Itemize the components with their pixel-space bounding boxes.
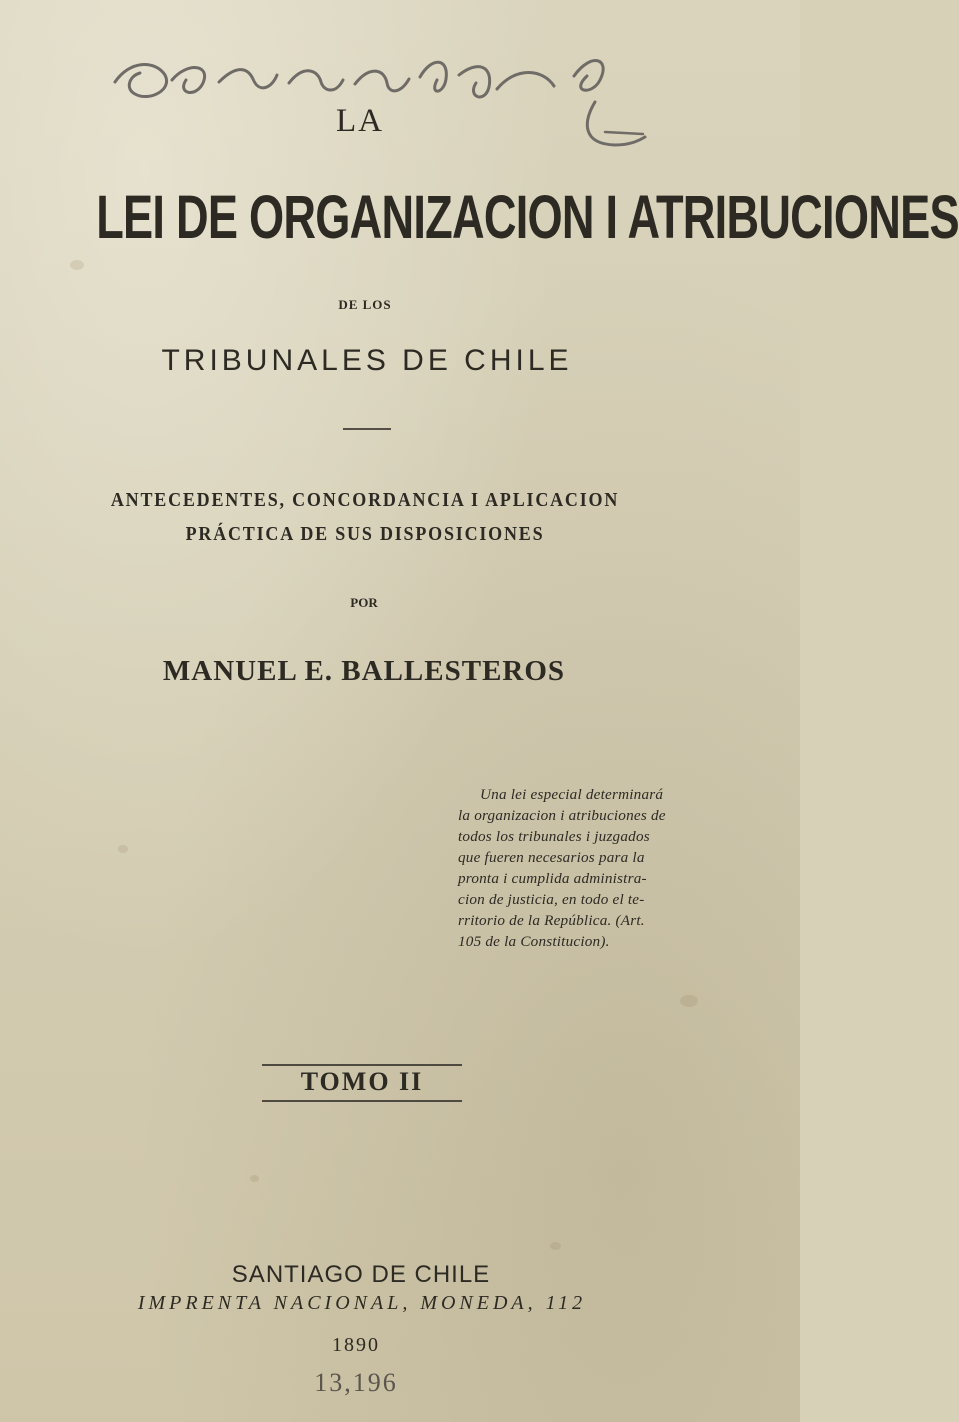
epigraph-line: todos los tribunales i juzgados	[458, 828, 650, 845]
publication-year: 1890	[332, 1334, 380, 1356]
title-divider	[343, 428, 391, 430]
volume-bottom-rule	[262, 1100, 462, 1102]
epigraph-line: cion de justicia, en todo el te-	[458, 891, 645, 908]
volume-top-rule	[262, 1064, 462, 1066]
institution-title: TRIBUNALES DE CHILE	[161, 344, 573, 377]
paper-stain	[70, 260, 84, 270]
epigraph-line: la organizacion i atribuciones de	[458, 807, 666, 824]
publication-city: SANTIAGO DE CHILE	[231, 1261, 491, 1288]
volume-label: TOMO II	[300, 1067, 424, 1096]
subtitle-line: PRÁCTICA DE SUS DISPOSICIONES	[185, 523, 545, 545]
main-title: LEI DE ORGANIZACION I ATRIBUCIONES	[96, 183, 959, 251]
paper-stain	[680, 995, 698, 1007]
epigraph-line: que fueren necesarios para la	[458, 849, 645, 866]
by-label: POR	[350, 595, 378, 610]
epigraph-line: 105 de la Constitucion).	[458, 933, 610, 950]
epigraph-line: rritorio de la República. (Art.	[458, 912, 645, 929]
handwritten-signature	[95, 32, 655, 162]
paper-stain	[118, 845, 128, 853]
epigraph-line: Una lei especial determinará	[480, 786, 664, 803]
author-name: MANUEL E. BALLESTEROS	[162, 655, 566, 687]
paper-stain	[550, 1242, 561, 1250]
title-prefix: LA	[336, 103, 384, 139]
subtitle-line: ANTECEDENTES, CONCORDANCIA I APLICACION	[110, 489, 620, 511]
catalog-number: 13,196	[314, 1368, 398, 1397]
publisher-line: IMPRENTA NACIONAL, MONEDA, 112	[137, 1292, 587, 1314]
connector-text: DE LOS	[338, 297, 392, 312]
paper-stain	[250, 1175, 259, 1182]
epigraph-quote	[458, 784, 720, 952]
epigraph-line: pronta i cumplida administra-	[458, 870, 647, 887]
